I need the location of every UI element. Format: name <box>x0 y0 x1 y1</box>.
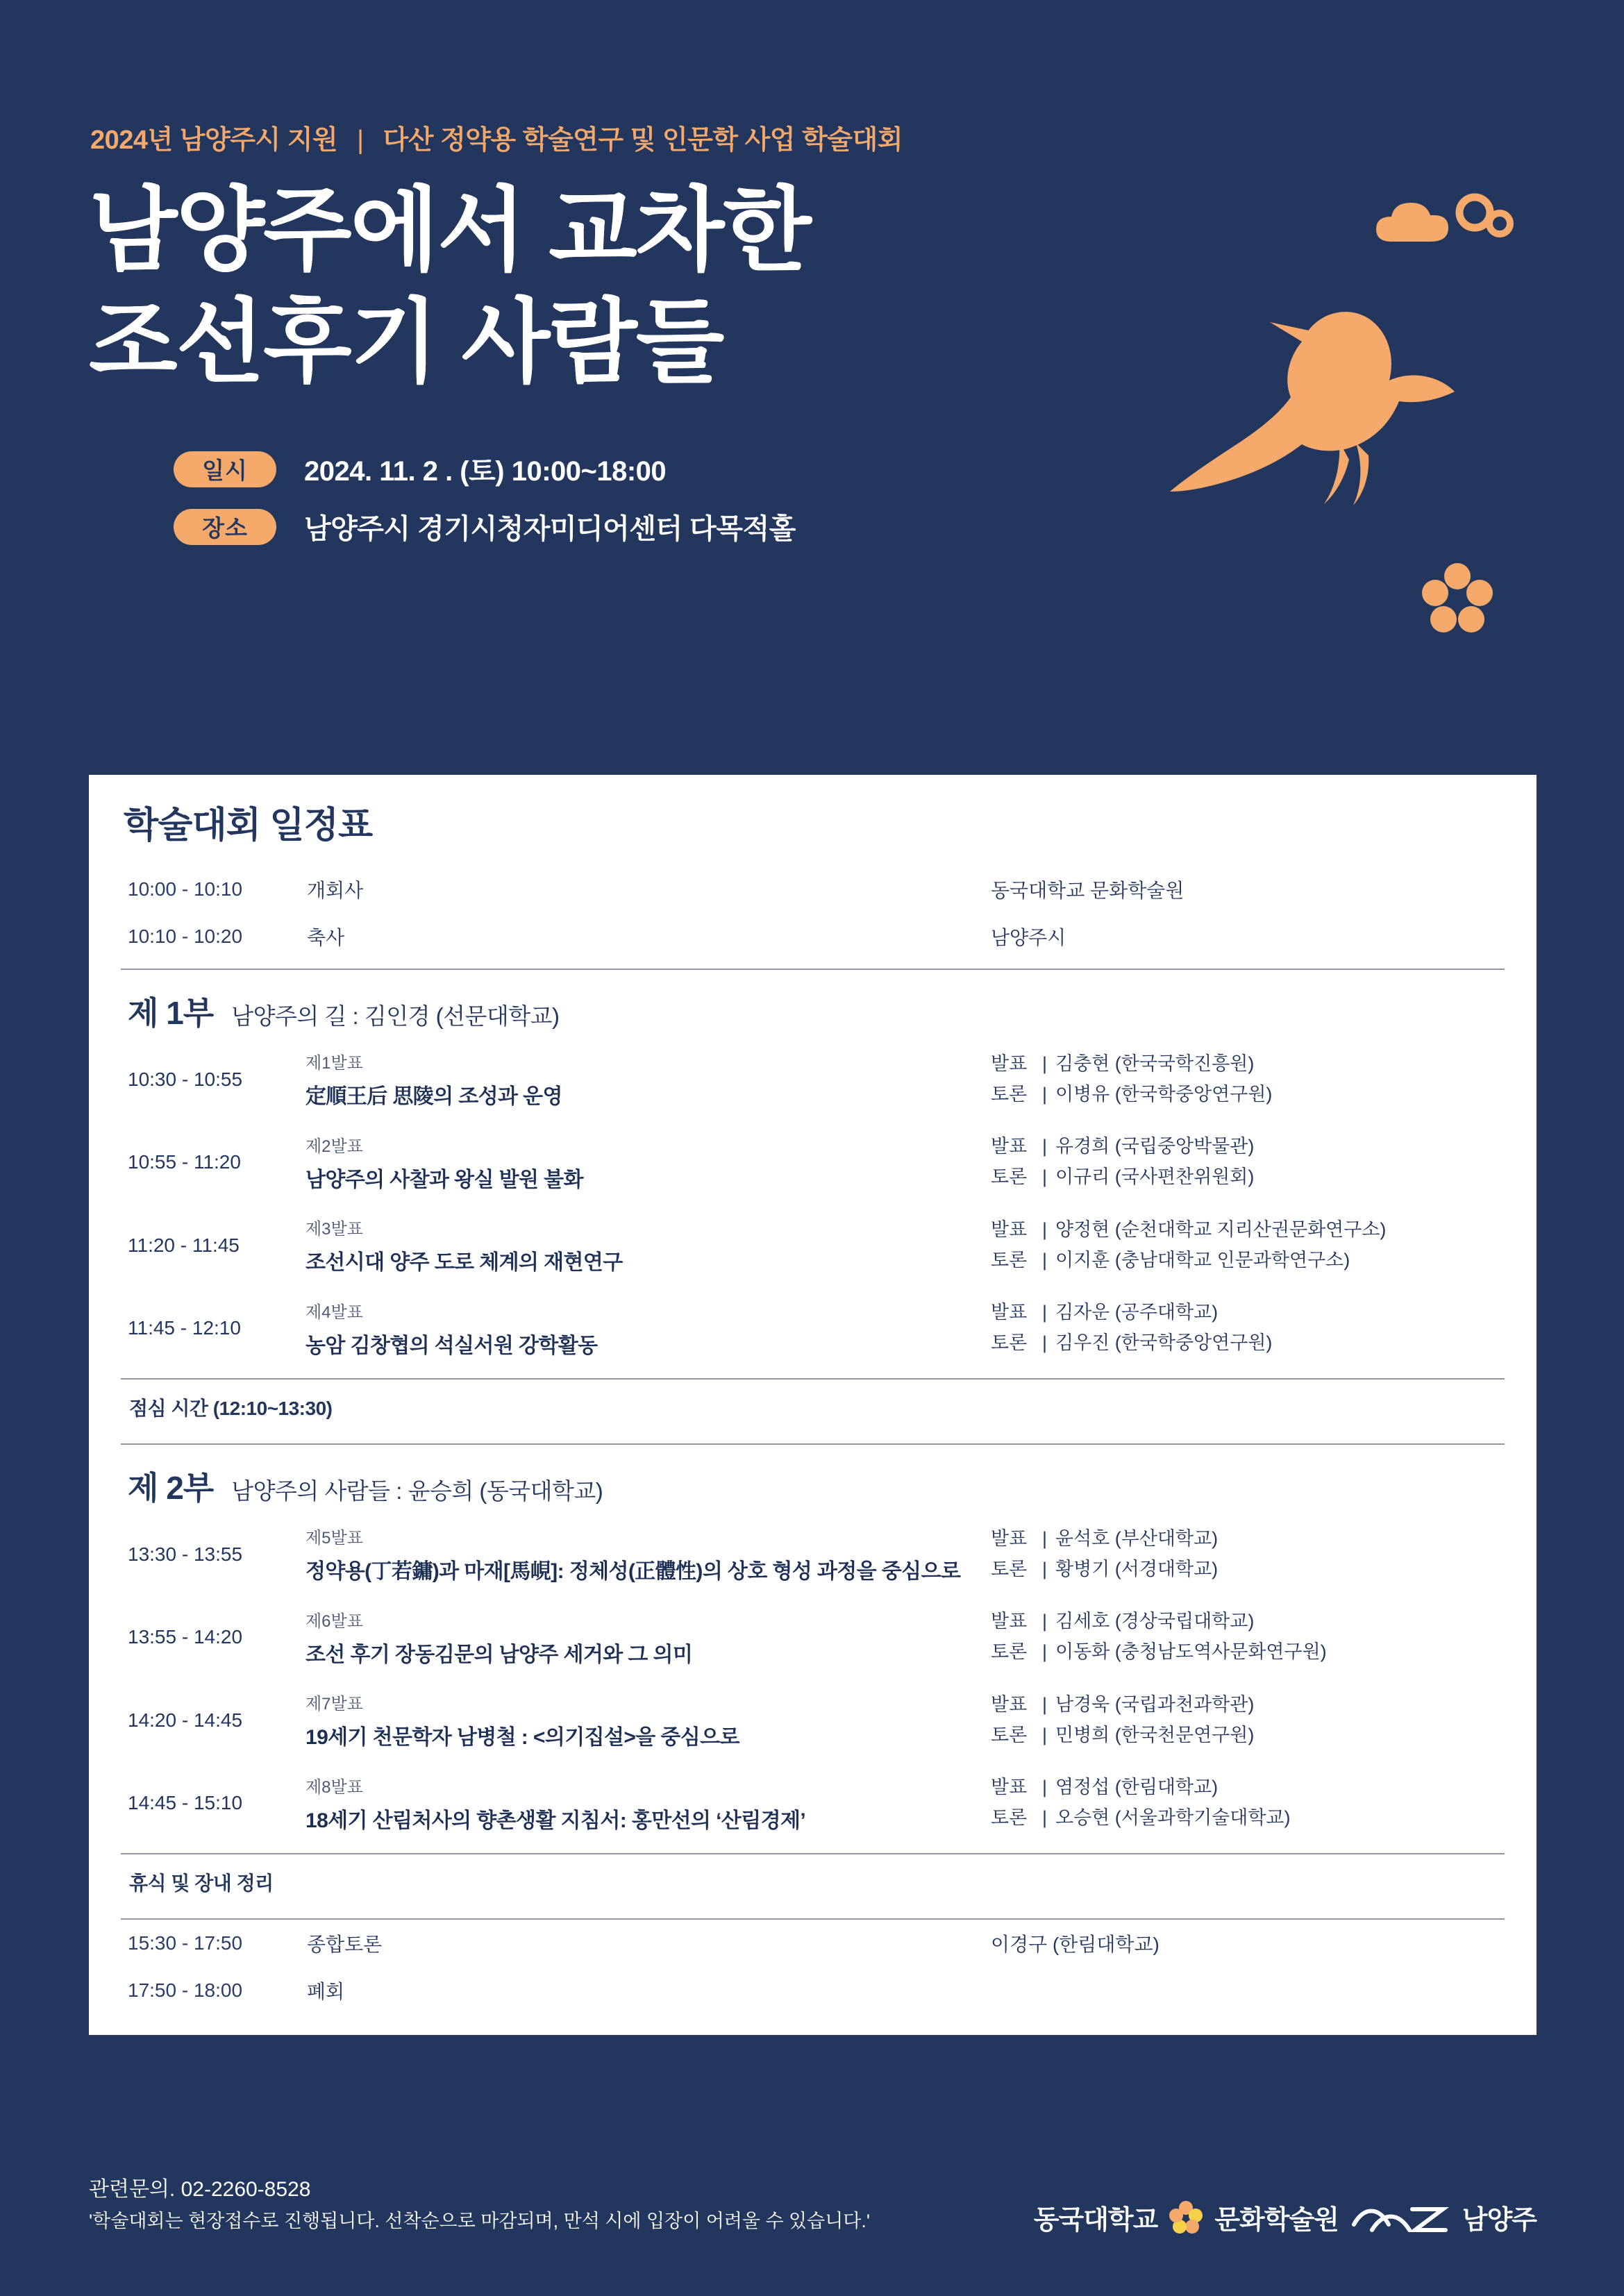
discussant-name: 오승현 (서울과학기술대학교) <box>1055 1807 1291 1829</box>
title-line-2: 조선후기 사람들 <box>89 291 723 394</box>
break-band: 휴식 및 장내 정리 <box>129 1872 274 1894</box>
logo-dongguk-university: 동국대학교 <box>1033 2206 1158 2235</box>
namyangju-symbol-icon <box>1348 2199 1453 2236</box>
label-venue: 장소 <box>174 509 276 545</box>
part-1-subtitle: 남양주의 길 : 김인경 (선문대학교) <box>231 1003 560 1029</box>
presenter-name: 김자운 (공주대학교) <box>1055 1302 1219 1323</box>
presenter-name: 양정현 (순천대학교 지리산권문화연구소) <box>1055 1218 1387 1240</box>
row-person: 남양주시 <box>991 927 1066 948</box>
session-title: 남양주의 사찰과 왕실 발원 불화 <box>305 1168 583 1191</box>
discussant-role: 토론 <box>991 1724 1028 1745</box>
plum-blossom-decoration <box>1416 555 1499 639</box>
logo-culture-institute: 문화학술원 <box>1214 2206 1339 2235</box>
session-row <box>121 1204 1505 1287</box>
row-time: 17:50 - 18:00 <box>128 1979 243 2001</box>
session-label: 제2발표 <box>305 1137 363 1156</box>
poster-footer <box>89 2173 1537 2236</box>
session-row <box>121 1121 1505 1203</box>
session-label: 제6발표 <box>305 1611 363 1631</box>
session-people: 발표 | 김세호 (경상국립대학교) 토론 | 이동화 (충청남도역사문화연구원) <box>991 1607 1505 1667</box>
contact-line: 관련문의. 02-2260-8528 <box>89 2177 311 2201</box>
session-row <box>121 1761 1505 1844</box>
logo-namyangju: 남양주 <box>1462 2206 1537 2235</box>
row-desc: 종합토론 <box>307 1933 383 1955</box>
presenter-name: 유경희 (국립중앙박물관) <box>1055 1136 1255 1157</box>
session-label: 제7발표 <box>305 1695 363 1714</box>
session-label: 제8발표 <box>305 1777 363 1797</box>
notice-line: '학술대회는 현장접수로 진행됩니다. 선착순으로 마감되며, 만석 시에 입장이 어려울 수 있습니다.' <box>89 2210 871 2231</box>
discussant-role: 토론 <box>991 1641 1028 1663</box>
presenter-name: 남경욱 (국립과천과학관) <box>1055 1693 1255 1715</box>
discussant-role: 토론 <box>991 1249 1028 1271</box>
session-time: 13:30 - 13:55 <box>128 1543 243 1565</box>
presenter-role: 발표 <box>991 1136 1028 1157</box>
session-title: 18세기 산림처사의 향촌생활 지침서: 홍만선의 ‘산림경제’ <box>305 1809 806 1832</box>
row-desc: 개회사 <box>307 880 364 901</box>
session-time: 11:45 - 12:10 <box>128 1317 241 1339</box>
session-people: 발표 | 남경욱 (국립과천과학관) 토론 | 민병희 (한국천문연구원) <box>991 1690 1505 1750</box>
schedule-row <box>121 866 1505 913</box>
session-title: 정약용(丁若鏞)과 마재[馬峴]: 정체성(正體性)의 상호 형성 과정을 중심으로 <box>305 1560 961 1584</box>
presenter-role: 발표 <box>991 1693 1028 1715</box>
part-2-subtitle: 남양주의 사람들 : 윤승희 (동국대학교) <box>231 1477 603 1504</box>
presenter-role: 발표 <box>991 1302 1028 1323</box>
schedule-heading: 학술대회 일정표 <box>124 805 373 846</box>
session-people: 발표 | 김자운 (공주대학교) 토론 | 김우진 (한국학중앙연구원) <box>991 1298 1505 1358</box>
discussant-name: 황병기 (서경대학교) <box>1055 1558 1219 1579</box>
lunch-band: 점심 시간 (12:10~13:30) <box>129 1397 333 1419</box>
presenter-role: 발표 <box>991 1777 1028 1798</box>
event-info <box>174 449 1624 546</box>
part-2-header <box>121 1445 1505 1513</box>
session-people: 발표 | 윤석호 (부산대학교) 토론 | 황병기 (서경대학교) <box>991 1524 1505 1584</box>
session-time: 14:20 - 14:45 <box>128 1709 243 1731</box>
poster-header <box>0 0 1624 546</box>
title-line-1: 남양주에서 교차한 <box>89 179 810 281</box>
session-label: 제1발표 <box>305 1054 363 1073</box>
row-desc: 축사 <box>307 927 345 948</box>
session-people: 발표 | 김충현 (한국국학진흥원) 토론 | 이병유 (한국학중앙연구원) <box>991 1049 1505 1109</box>
value-venue: 남양주시 경기시청자미디어센터 다목적홀 <box>304 514 796 545</box>
discussant-name: 민병희 (한국천문연구원) <box>1055 1724 1255 1745</box>
presenter-role: 발표 <box>991 1611 1028 1632</box>
eyebrow-divider: | <box>357 126 364 155</box>
part-2-number: 제 2부 <box>128 1469 214 1506</box>
discussant-role: 토론 <box>991 1332 1028 1354</box>
presenter-name: 김세호 (경상국립대학교) <box>1055 1611 1255 1632</box>
session-label: 제4발표 <box>305 1302 363 1322</box>
eyebrow-right: 다산 정약용 학술연구 및 인문학 사업 학술대회 <box>383 126 903 155</box>
session-row <box>121 1038 1505 1121</box>
info-row-date <box>174 449 1624 489</box>
session-title: 조선시대 양주 도로 체계의 재현연구 <box>305 1251 623 1275</box>
schedule-row <box>121 1920 1505 1967</box>
discussant-name: 김우진 (한국학중앙연구원) <box>1055 1332 1273 1354</box>
schedule-row <box>121 1967 1505 2014</box>
discussant-role: 토론 <box>991 1807 1028 1829</box>
session-time: 13:55 - 14:20 <box>128 1626 243 1648</box>
discussant-role: 토론 <box>991 1083 1028 1105</box>
row-person: 동국대학교 문화학술원 <box>991 880 1184 901</box>
schedule-row <box>121 913 1505 960</box>
page-title <box>89 174 1624 398</box>
discussant-name: 이병유 (한국학중앙연구원) <box>1055 1083 1273 1105</box>
discussant-name: 이지훈 (충남대학교 인문과학연구소) <box>1055 1249 1350 1271</box>
discussant-role: 토론 <box>991 1558 1028 1579</box>
presenter-name: 윤석호 (부산대학교) <box>1055 1527 1219 1549</box>
row-time: 10:10 - 10:20 <box>128 925 243 947</box>
presenter-role: 발표 <box>991 1218 1028 1240</box>
session-time: 10:30 - 10:55 <box>128 1068 243 1090</box>
discussant-role: 토론 <box>991 1166 1028 1188</box>
logo-group <box>1034 2198 1537 2236</box>
session-time: 10:55 - 11:20 <box>128 1151 241 1173</box>
label-date: 일시 <box>174 451 276 487</box>
row-desc: 폐회 <box>307 1980 345 2002</box>
row-time: 15:30 - 17:50 <box>128 1932 243 1954</box>
schedule-card <box>89 775 1537 2035</box>
presenter-name: 김충현 (한국국학진흥원) <box>1055 1053 1255 1074</box>
value-date: 2024. 11. 2 . (토) 10:00~18:00 <box>304 456 667 487</box>
session-title: 농암 김창협의 석실서원 강학활동 <box>305 1334 598 1357</box>
session-people: 발표 | 유경희 (국립중앙박물관) 토론 | 이규리 (국사편찬위원회) <box>991 1132 1505 1192</box>
discussant-name: 이규리 (국사편찬위원회) <box>1055 1166 1255 1188</box>
session-title: 定順王后 思陵의 조성과 운영 <box>305 1085 562 1109</box>
row-time: 10:00 - 10:10 <box>128 878 243 900</box>
presenter-role: 발표 <box>991 1053 1028 1074</box>
session-time: 14:45 - 15:10 <box>128 1792 243 1814</box>
session-people: 발표 | 염정섭 (한림대학교) 토론 | 오승현 (서울과학기술대학교) <box>991 1773 1505 1833</box>
session-row <box>121 1287 1505 1369</box>
session-people: 발표 | 양정현 (순천대학교 지리산권문화연구소) 토론 | 이지훈 (충남대학교 인문과학연구소) <box>991 1215 1505 1275</box>
session-time: 11:20 - 11:45 <box>128 1234 240 1256</box>
presenter-name: 염정섭 (한림대학교) <box>1055 1777 1219 1798</box>
flower-icon <box>1167 2199 1205 2236</box>
part-1-header <box>121 970 1505 1038</box>
discussant-name: 이동화 (충청남도역사문화연구원) <box>1055 1641 1327 1663</box>
session-label: 제3발표 <box>305 1220 363 1239</box>
part-1-number: 제 1부 <box>128 995 214 1031</box>
session-label: 제5발표 <box>305 1529 363 1548</box>
info-row-venue <box>174 507 1624 546</box>
eyebrow-line <box>90 118 1624 156</box>
eyebrow-left: 2024년 남양주시 지원 <box>90 126 338 155</box>
session-row <box>121 1513 1505 1595</box>
session-title: 조선 후기 장동김문의 남양주 세거와 그 의미 <box>305 1643 693 1666</box>
row-person: 이경구 (한림대학교) <box>991 1933 1160 1955</box>
session-row <box>121 1595 1505 1678</box>
session-title: 19세기 천문학자 남병철 : <의기집설>을 중심으로 <box>305 1726 739 1750</box>
session-row <box>121 1679 1505 1761</box>
presenter-role: 발표 <box>991 1527 1028 1549</box>
